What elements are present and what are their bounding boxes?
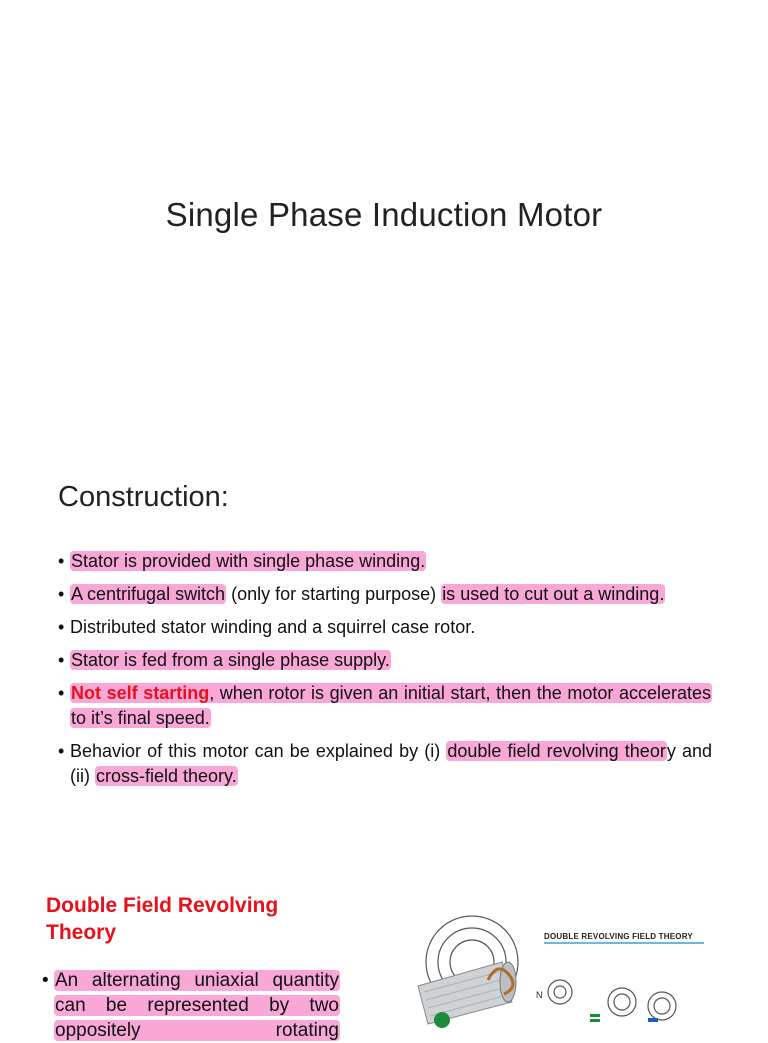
double-field-heading: Double Field Revolving Theory (46, 894, 279, 944)
title-slide (0, 0, 768, 440)
slide-title: Single Phase Induction Motor (165, 196, 603, 233)
double-field-slide (0, 860, 768, 1041)
construction-slide (0, 445, 768, 865)
highlighted-text: Stator is provided with single phase winding. (71, 551, 426, 571)
highlighted-text: A centrifugal switch (71, 584, 226, 604)
bullet-item (56, 615, 712, 640)
diagram-title: DOUBLE REVOLVING FIELD THEORY (544, 932, 693, 941)
bullet-item (56, 582, 712, 607)
highlighted-text: Stator is fed from a single phase supply. (71, 650, 390, 670)
bullet-item (56, 739, 712, 789)
bullet-text: y and (ii) (70, 741, 712, 786)
highlighted-text: cross-field theory. (96, 766, 237, 786)
bullet-item (56, 648, 712, 673)
bullet-item (44, 968, 340, 1043)
construction-heading: Construction: (58, 481, 229, 513)
highlighted-text: An alternating uniaxial quantity can be represented by two oppositely rotating (55, 970, 339, 1041)
highlighted-text (70, 683, 712, 728)
bullet-text: , when rotor is given an initial start, then the motor accelerates to it’s final speed. (71, 683, 711, 728)
bullet-item (56, 681, 712, 731)
highlighted-text: is used to cut out a winding. (442, 584, 665, 604)
bullet-text: Behavior of this motor can be explained by (i) (70, 741, 447, 761)
revolving-field-diagram (400, 910, 720, 1024)
bullet-text: Distributed stator winding and a squirrel case rotor. (70, 617, 476, 637)
bullet-item (56, 549, 712, 574)
red-emphasis-text: Not self starting (71, 683, 210, 703)
bullet-text: (only for starting purpose) (226, 584, 442, 604)
svg-text:N: N (536, 990, 543, 1000)
highlighted-text: double field revolving theor (447, 741, 666, 761)
motor-field-illustration (400, 910, 720, 1024)
double-field-bullet-list (44, 968, 340, 1043)
construction-bullet-list (56, 549, 712, 797)
